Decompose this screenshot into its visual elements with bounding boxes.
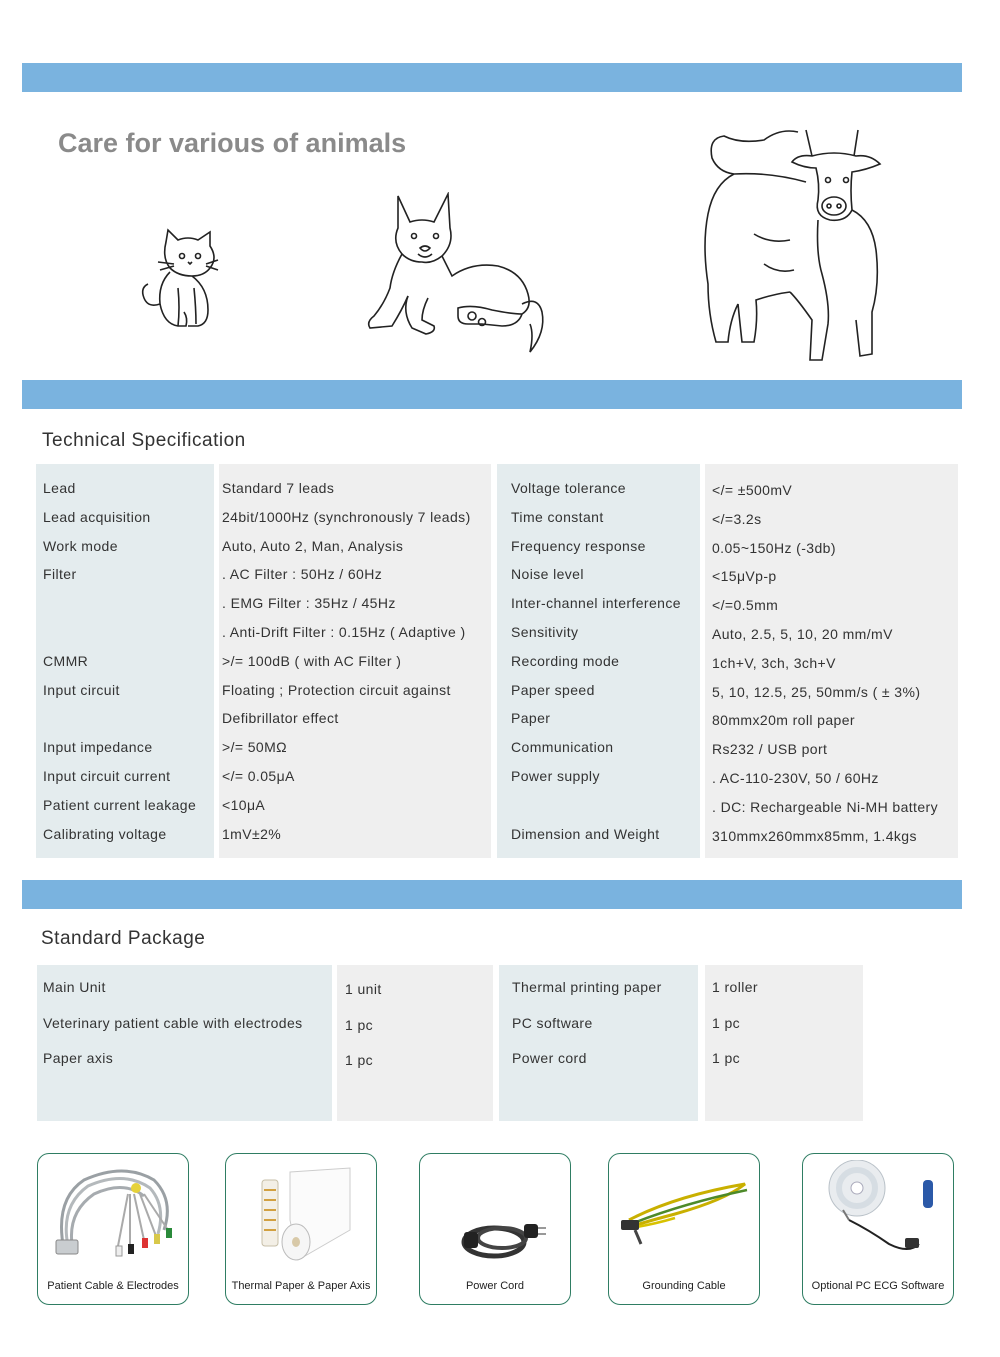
package-right-qtys [712, 970, 758, 1077]
package-item: Power cord [512, 1050, 587, 1066]
spec-label: CMMR [43, 652, 89, 669]
cat-illustration [138, 228, 220, 332]
spec-value: 1ch+V, 3ch, 3ch+V [712, 654, 836, 671]
spec-left-labels [43, 474, 196, 848]
dog-illustration [362, 192, 552, 358]
spec-value: </= ±500mV [712, 482, 793, 498]
spec-value: <10μA [222, 796, 266, 813]
package-qty: 1 unit [345, 981, 382, 997]
grounding-cable-icon [615, 1160, 753, 1268]
spec-value: Floating ; Protection circuit against [222, 681, 451, 698]
spec-label [43, 618, 196, 647]
spec-value: <15μVp-p [712, 568, 777, 585]
spec-label: Inter-channel interference [511, 595, 681, 612]
spec-title: Technical Specification [42, 430, 246, 451]
spec-label: Lead acquisition [43, 508, 151, 525]
spec-value: 0.05~150Hz (-3db) [712, 539, 836, 556]
spec-value: . AC Filter : 50Hz / 60Hz [222, 566, 383, 583]
package-left-items [43, 970, 303, 1077]
spec-value: 310mmx260mmx85mm, 1.4kgs [712, 827, 917, 844]
spec-value: 80mmx20m roll paper [712, 712, 855, 729]
spec-label: Lead [43, 480, 76, 496]
spec-right-labels [511, 474, 681, 848]
spec-label: Paper [511, 710, 551, 727]
patient-cable-icon [44, 1160, 182, 1268]
spec-value: 24bit/1000Hz (synchronously 7 leads) [222, 508, 471, 525]
spec-label: Filter [43, 566, 77, 583]
package-item: PC software [512, 1014, 593, 1031]
spec-label: Input circuit current [43, 767, 171, 784]
accessory-card-thermal-paper [225, 1153, 377, 1305]
spec-label: Communication [511, 739, 614, 756]
spec-label: Sensitivity [511, 623, 579, 640]
spec-right-values [712, 476, 938, 850]
spec-label: Frequency response [511, 537, 646, 554]
package-qty: 1 pc [345, 1052, 374, 1068]
spec-label: Dimension and Weight [511, 825, 660, 842]
spec-label: Power supply [511, 767, 600, 784]
spec-value: >/= 50MΩ [222, 739, 288, 756]
section-band-package [22, 880, 962, 909]
package-item: Main Unit [43, 979, 106, 995]
package-item: Thermal printing paper [512, 979, 662, 995]
accessory-card-power-cord [419, 1153, 571, 1305]
spec-label: Time constant [511, 508, 604, 525]
spec-label: Recording mode [511, 652, 620, 669]
spec-value: . Anti-Drift Filter : 0.15Hz ( Adaptive ) [222, 623, 466, 640]
spec-value: Standard 7 leads [222, 480, 335, 496]
spec-value: Auto, 2.5, 5, 10, 20 mm/mV [712, 625, 893, 642]
power-cord-icon [426, 1160, 564, 1268]
spec-value: Defibrillator effect [222, 710, 339, 727]
spec-label: Input circuit [43, 681, 120, 698]
accessory-caption: Grounding Cable [642, 1280, 726, 1292]
spec-value: . EMG Filter : 35Hz / 45Hz [222, 595, 396, 612]
spec-label: Patient current leakage [43, 796, 197, 813]
spec-label: Work mode [43, 537, 118, 554]
spec-value: . AC-110-230V, 50 / 60Hz [712, 769, 879, 786]
accessory-caption: Power Cord [465, 1280, 525, 1292]
package-qty: 1 pc [712, 1014, 741, 1031]
package-left-qtys [345, 972, 382, 1079]
accessory-card-pc-software [802, 1153, 954, 1305]
spec-value: </=0.5mm [712, 597, 779, 614]
accessory-card-patient-cable [37, 1153, 189, 1305]
package-qty: 1 pc [345, 1016, 374, 1033]
spec-value: Auto, Auto 2, Man, Analysis [222, 537, 404, 554]
spec-value: . DC: Rechargeable Ni-MH battery [712, 798, 938, 815]
cow-illustration [694, 124, 934, 364]
spec-label [43, 704, 196, 733]
spec-value: >/= 100dB ( with AC Filter ) [222, 652, 402, 669]
thermal-paper-icon [232, 1160, 370, 1268]
accessory-caption: Optional PC ECG Software [811, 1280, 945, 1292]
section-band-top [22, 63, 962, 92]
package-title: Standard Package [41, 928, 206, 949]
spec-value: </=3.2s [712, 510, 762, 527]
spec-value: 5, 10, 12.5, 25, 50mm/s ( ± 3%) [712, 683, 921, 700]
spec-label: Voltage tolerance [511, 480, 626, 496]
package-item: Paper axis [43, 1050, 114, 1066]
package-item: Veterinary patient cable with electrodes [43, 1014, 303, 1031]
package-qty: 1 roller [712, 979, 758, 995]
spec-label [511, 791, 681, 820]
spec-label: Paper speed [511, 681, 595, 698]
accessory-card-grounding-cable [608, 1153, 760, 1305]
spec-label: Input impedance [43, 739, 153, 756]
accessory-caption: Thermal Paper & Paper Axis [231, 1280, 371, 1292]
animals-title: Care for various of animals [58, 128, 407, 158]
spec-value: 1mV±2% [222, 825, 282, 842]
spec-label: Calibrating voltage [43, 825, 167, 842]
software-cd-icon [809, 1160, 947, 1268]
package-qty: 1 pc [712, 1050, 741, 1066]
spec-label: Noise level [511, 566, 584, 583]
section-band-spec [22, 380, 962, 409]
spec-label [43, 589, 196, 618]
spec-left-values [222, 474, 471, 848]
spec-value: Rs232 / USB port [712, 741, 828, 758]
accessory-caption: Patient Cable & Electrodes [47, 1280, 179, 1292]
spec-value: </= 0.05μA [222, 767, 295, 784]
package-right-items [512, 970, 662, 1077]
